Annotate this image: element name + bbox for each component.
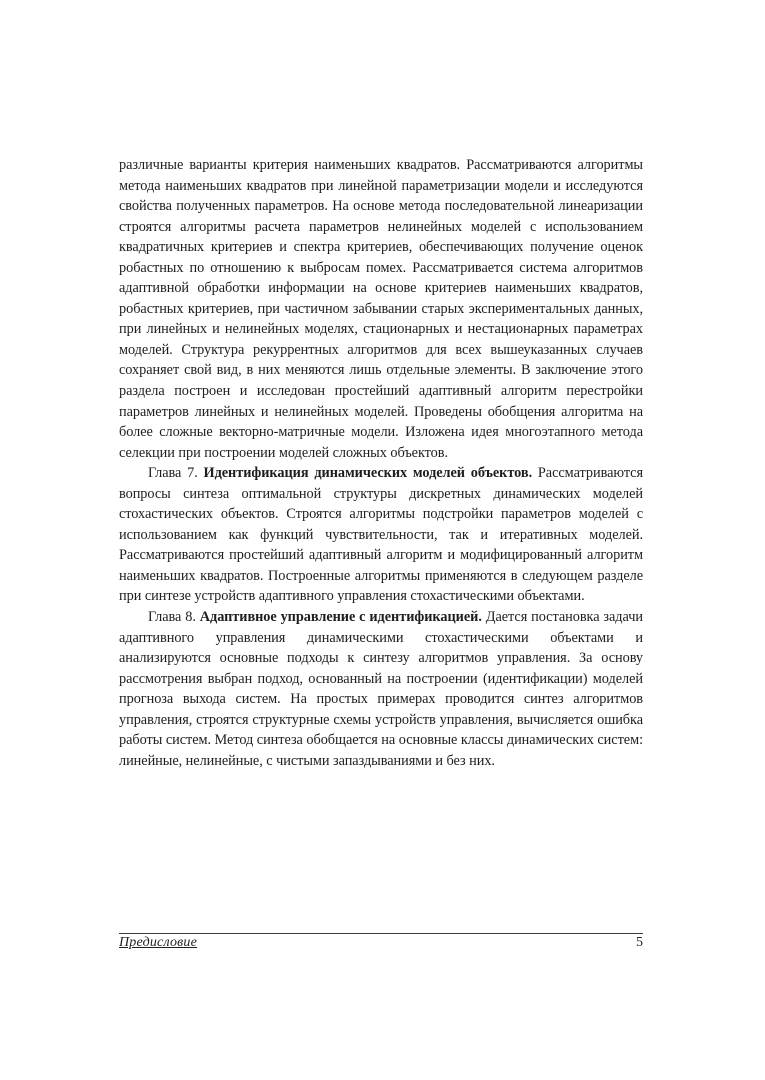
paragraph-text: Рассматриваются вопросы синтеза оптимальной структуры дискретных динамических моделей стохастических объектов. Строятся алгоритмы подстройки параметров моделей с использованием как функций чувствительности, так и итеративных моделей. Рассматриваются простейший адаптивный алгоритм и модифицированный алгоритм наименьших квадратов. Построенные алгоритмы применяются в следующем разделе при синтезе устройств адаптивного управления стохастическими объектами. (119, 465, 644, 605)
chapter-title: Адаптивное управление с идентификацией. (199, 609, 482, 626)
paragraph-chapter-8 (119, 607, 643, 771)
chapter-prefix: Глава 8. (148, 609, 200, 626)
paragraph-chapter-7 (119, 463, 643, 607)
footer-rule (119, 933, 643, 934)
page-number: 5 (636, 935, 643, 950)
footer-section-title: Предисловие (119, 935, 198, 950)
paragraph-continuation (119, 155, 643, 463)
chapter-title: Идентификация динамических моделей объектов. (203, 465, 533, 482)
page-body (119, 155, 643, 771)
paragraph-text: различные варианты критерия наименьших квадратов. Рассматриваются алгоритмы метода наименьших квадратов при линейной параметризации модели и исследуются свойства полученных параметров. На основе метода последовательной линеаризации строятся алгоритмы расчета параметров нелинейных моделей с использованием квадратичных критериев и спектра критериев, обеспечивающих получение оценок робастных по отношению к выбросам помех. Рассматривается система алгоритмов адаптивной обработки информации на основе критериев наименьших квадратов, робастных критериев, при частичном забывании старых экспериментальных данных, при линейных и нелинейных моделях, стационарных и нестационарных параметрах моделей. Структура рекуррентных алгоритмов для всех вышеуказанных случаев сохраняет свой вид, в них меняются лишь отдельные элементы. В заключение этого раздела построен и исследован простейший адаптивный алгоритм перестройки параметров линейных и нелинейных моделей. Проведены обобщения алгоритма на более сложные векторно-матричные модели. Изложена идея многоэтапного метода селекции при построении моделей сложных объектов. (119, 157, 643, 461)
chapter-prefix: Глава 7. (148, 465, 204, 482)
paragraph-text: Дается постановка задачи адаптивного управления динамическими стохастическими объектами и анализируются основные подходы к синтезу алгоритмов управления. За основу рассмотрения выбран подход, основанный на построении (идентификации) моделей прогноза выхода систем. На простых примерах проводится синтез алгоритмов управления, строятся структурные схемы устройств управления, вычисляется ошибка работы систем. Метод синтеза обобщается на основные классы динамических систем: линейные, нелинейные, с чистыми запаздываниями и без них. (119, 609, 643, 769)
